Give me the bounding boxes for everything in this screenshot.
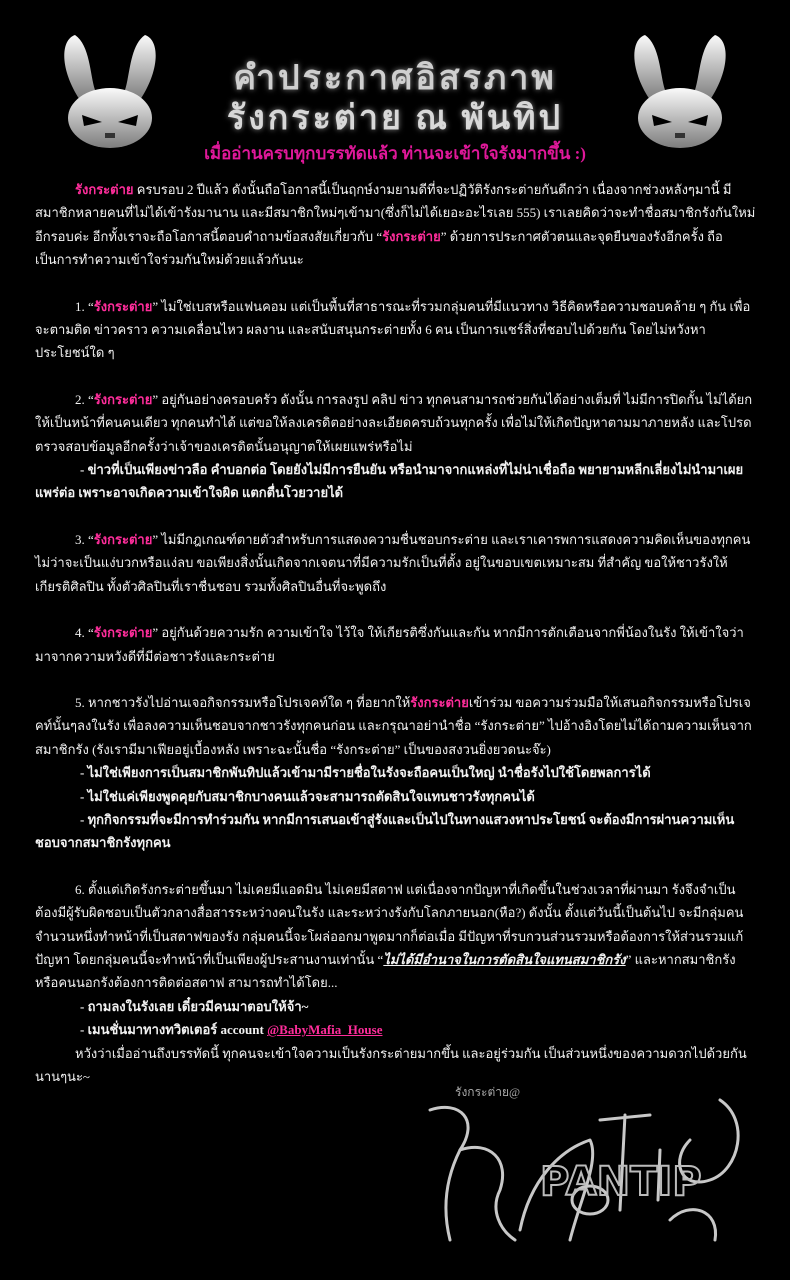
rule-1: 1. “รังกระต่าย” ไม่ใช่เบสหรือแฟนคอม แต่เป็นพื้นที่สาธารณะที่รวมกลุ่มคนที่มีแนวทาง วิธีคิดหรือความชอบคล้าย ๆ กัน เพื่อจะตามติด ข่าวคราว ความเคลื่อนไหว ผลงาน และสนับสนุนกระต่ายทั้ง 6 คน เป็นการแชร์สิ่งที่ชอบไปด้วยกัน โดยไม่หวังหาประโยชน์ใด ๆ: [35, 298, 751, 361]
stamp-text: PANTIP: [540, 1159, 702, 1205]
announcement-body: [35, 178, 757, 1111]
rabbit-nest-name: รังกระต่าย: [93, 391, 153, 407]
rule-5: 5. หากชาวรังไปอ่านเจอกิจกรรมหรือโปรเจคท์ใด ๆ ที่อยากให้รังกระต่ายเข้าร่วม ขอความร่วมมือให้เสนอกิจกรรมหรือโปรเจคท์นั้นๆลงในรัง เพื่อลงความเห็นชอบจากชาวรังทุกคนก่อน และกรุณาอย่านำชื่อ “รังกระต่าย” ไปอ้างอิงโดยไม่ได้ถามความเห็นจากสมาชิกรัง (รังเรามีมาเฟียอยู่เบื้องหลัง เพราะฉะนั้นชื่อ “รังกระต่าย” เป็นของสงวนยิ่งยวดนะจ๊ะ): [35, 694, 752, 757]
rule-2: 2. “รังกระต่าย” อยู่กันอย่างครอบครัว ดังนั้น การลงรูป คลิป ข่าว ทุกคนสามารถช่วยกันได้อย่างเต็มที่ ไม่มีการปิดกั้น ไม่ได้ยกให้เป็นหน้าที่คนคนเดียว ทุกคนทำได้ แต่ขอให้ลงเครดิตอย่างละเอียดครบถ้วนทุกครั้ง เพื่อไม่ให้เกิดปัญหาตามมาภายหลัง และโปรดตรวจสอบข้อมูลอีกครั้งว่าเจ้าของเครดิตนั้นอนุญาตให้เผยแพร่หรือไม่: [35, 391, 753, 454]
rule-2-bullet: - ข่าวที่เป็นเพียงข่าวลือ คำบอกต่อ โดยยังไม่มีการยืนยัน หรือนำมาจากแหล่งที่ไม่น่าเชื่อถือ พยายามหลีกเลี่ยงไม่นำมาเผยแพร่ต่อ เพราะอาจเกิดความเข้าใจผิด แตกตื่นโวยวายได้: [35, 462, 744, 501]
contact-option: - เมนชั่นมาทางทวิตเตอร์ account @BabyMafia_House: [80, 1022, 383, 1038]
rule-4: 4. “รังกระต่าย” อยู่กันด้วยความรัก ความเข้าใจ ไว้ใจ ให้เกียรติซึ่งกันและกัน หากมีการตักเตือนจากพี่น้องในรัง ให้เข้าใจว่ามาจากความหวังดีที่มีต่อชาวรังและกระต่าย: [35, 625, 744, 664]
intro-paragraph: รังกระต่าย ครบรอบ 2 ปีแล้ว ดังนั้นถือโอกาสนี้เป็นฤกษ์งามยามดีที่จะปฏิวัติรังกระต่ายกันดีกว่า เนื่องจากช่วงหลังๆมานี้ มีสมาชิกหลายคนที่ไม่ได้เข้ารังมานาน และมีสมาชิกใหม่ๆเข้ามา(ซึ่งก็ไม่ได้เยอะอะไรเลย 555) เราเลยคิดว่าจะทำชื่อสมาชิกรังกันใหม่อีกรอบค่ะ อีกทั้งเราจะถือโอกาสนี้ตอบคำถามข้อสงสัยเกี่ยวกับ “รังกระต่าย” ด้วยการประกาศตัวตนและจุดยืนของรังอีกครั้ง ถือเป็นการทำความเข้าใจร่วมกันใหม่ด้วยแล้วกันนะ: [35, 182, 756, 268]
rabbit-nest-name: รังกระต่าย: [93, 298, 153, 314]
pantip-rabbit-stamp-icon: [420, 1080, 760, 1260]
twitter-account-link[interactable]: @BabyMafia_House: [267, 1022, 383, 1038]
rabbit-nest-name: รังกระต่าย: [410, 694, 469, 710]
rabbit-nest-name: รังกระต่าย: [75, 182, 134, 197]
stamp-caption: รังกระต่าย@: [455, 1085, 521, 1099]
header: [0, 0, 790, 170]
closing-paragraph: หวังว่าเมื่ออ่านถึงบรรทัดนี้ ทุกคนจะเข้าใจความเป็นรังกระต่ายมากขึ้น และอยู่ร่วมกัน เป็นส่วนหนึ่งของความดวกไปด้วยกันนานๆนะ~: [35, 1045, 747, 1084]
page-title: คำประกาศอิสรภาพ: [233, 60, 557, 97]
rule-5-bullet: - ไม่ใช่เพียงการเป็นสมาชิกพันทิปแล้วเข้ามามีรายชื่อในรังจะถือคนเป็นใหญ่ นำชื่อรังไปใช้โดยพลการได้: [80, 765, 651, 781]
rabbit-nest-name: รังกระต่าย: [93, 625, 153, 641]
contact-option: - ถามลงในรังเลย เดี๋ยวมีคนมาตอบให้จ้า~: [80, 998, 309, 1014]
rule-3: 3. “รังกระต่าย” ไม่มีกฎเกณฑ์ตายตัวสำหรับการแสดงความชื่นชอบกระต่าย และเราเคารพการแสดงความคิดเห็นของทุกคน ไม่ว่าจะเป็นแง่บวกหรือแง่ลบ ขอเพียงสิ่งนั้นเกิดจากเจตนาที่มีความรักเป็นที่ตั้ง อยู่ในขอบเขตเหมาะสม ที่สำคัญ ขอให้ชาวรังให้เกียรติศิลปิน ทั้งตัวศิลปินที่เราชื่นชอบ รวมทั้งศิลปินอื่นที่จะพูดถึง: [35, 531, 751, 594]
rabbit-nest-name: รังกระต่าย: [382, 228, 441, 244]
rule-5-bullet: - ทุกกิจกรรมที่จะมีการทำร่วมกัน หากมีการเสนอเข้าสู่รังและเป็นไปในทางแสวงหาประโยชน์ จะต้องมีการผ่านความเห็นชอบจากสมาชิกรังทุกคน: [35, 811, 735, 851]
rule-6: 6. ตั้งแต่เกิดรังกระต่ายขึ้นมา ไม่เคยมีแอดมิน ไม่เคยมีสตาฟ แต่เนื่องจากปัญหาที่เกิดขึ้นในช่วงเวลาที่ผ่านมา รังจึงจำเป็นต้องมีผู้รับผิดชอบเป็นตัวกลางสื่อสารระหว่างคนในรัง และระหว่างรังกับโลกภายนอก(หือ?) ดังนั้น ตั้งแต่วันนี้เป็นต้นไป จะมีกลุ่มคนจำนวนหนึ่งทำหน้าที่เป็นสตาฟของรัง กลุ่มคนนี้จะโผล่ออกมาพูดมากก็ต่อเมื่อ มีปัญหาที่รบกวนส่วนรวมหรือต้องการให้ส่วนรวมแก้ปัญหา โดยกลุ่มคนนี้จะทำหน้าที่เป็นเพียงผู้ประสานงานเท่านั้น “ไม่ได้มีอำนาจในการตัดสินใจแทนสมาชิกรัง” และหากสมาชิกรังหรือคนนอกรังต้องการติดต่อสตาฟ สามารถทำได้โดย...: [35, 881, 744, 991]
page-title-line2: รังกระต่าย ณ พันทิป: [226, 100, 564, 137]
page-subtitle: เมื่ออ่านครบทุกบรรทัดแล้ว ท่านจะเข้าใจรังมากขึ้น :): [204, 144, 586, 163]
emphasis-text: ไม่ได้มีอำนาจในการตัดสินใจแทนสมาชิกรัง: [383, 951, 626, 967]
rule-5-bullet: - ไม่ใช่แค่เพียงพูดคุยกับสมาชิกบางคนแล้วจะสามารถตัดสินใจแทนชาวรังทุกคนได้: [80, 788, 535, 804]
rabbit-nest-name: รังกระต่าย: [93, 531, 153, 547]
